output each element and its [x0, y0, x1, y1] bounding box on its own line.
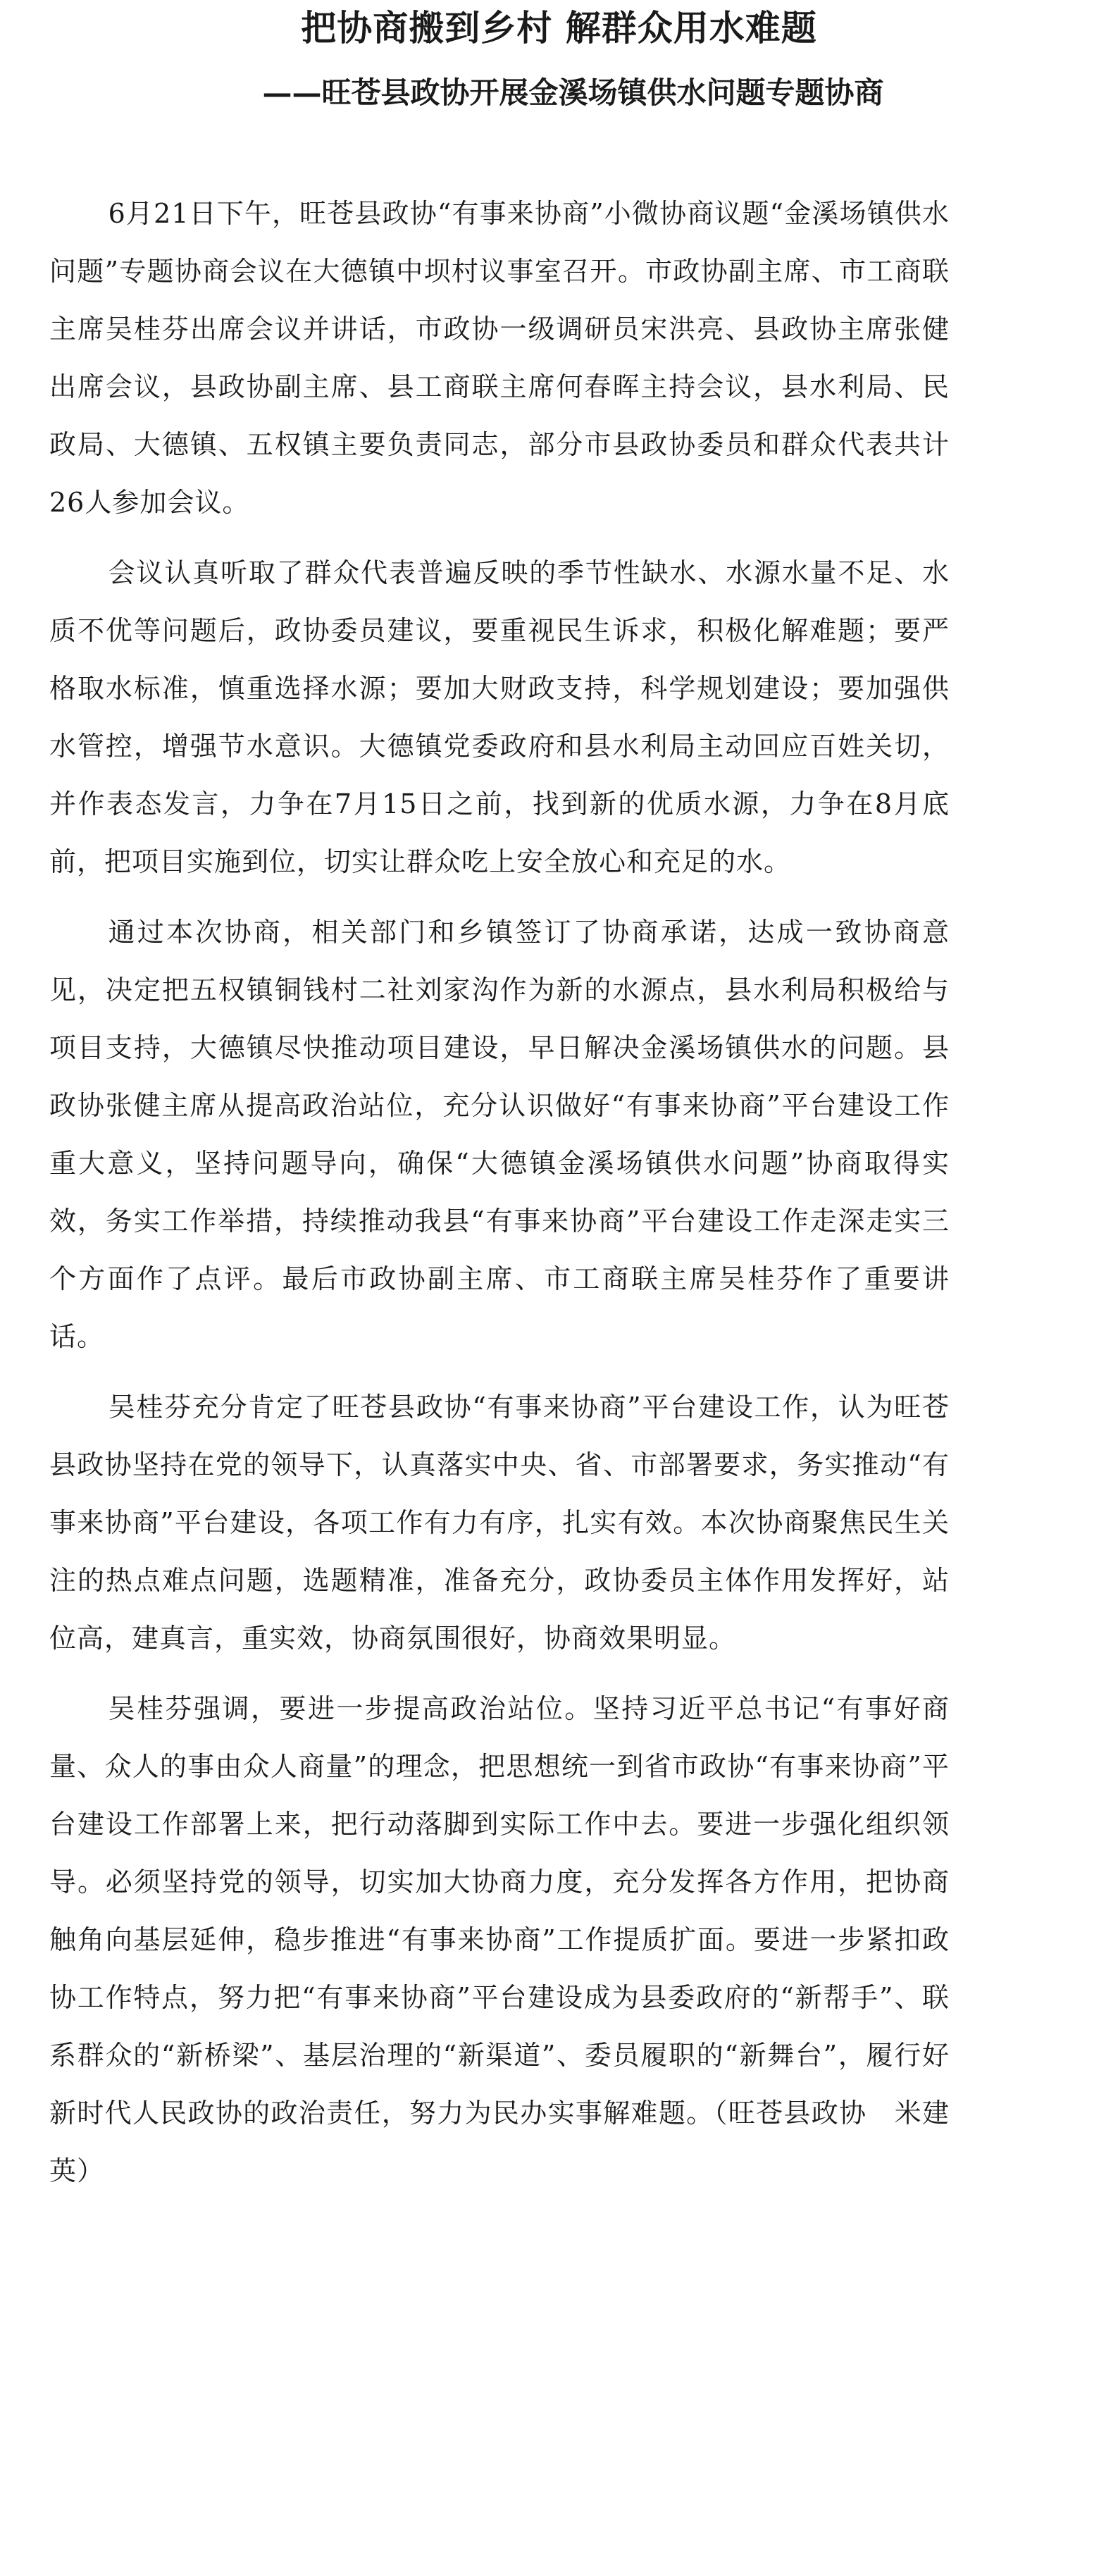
paragraph-5: 吴桂芬强调，要进一步提高政治站位。坚持习近平总书记“有事好商量、众人的事由众人商量”的理念，把思想统一到省市政协“有事来协商”平台建设工作部署上来，把行动落脚到实际工作中去。要进一步强化组织领导。必须坚持党的领导，切实加大协商力度，充分发挥各方作用，把协商触角向基层延伸，稳步推进“有事来协商”工作提质扩面。要进一步紧扣政协工作特点，努力把“有事来协商”平台建设成为县委政府的“新帮手”、联系群众的“新桥梁”、基层治理的“新渠道”、委员履职的“新舞台”，履行好新时代人民政协的政治责任，努力为民办实事解难题。（旺苍县政协 米建英）	[49, 1693, 950, 2186]
paragraph-4: 吴桂芬充分肯定了旺苍县政协“有事来协商”平台建设工作，认为旺苍县政协坚持在党的领导下，认真落实中央、省、市部署要求，务实推动“有事来协商”平台建设，各项工作有力有序，扎实有效。本次协商聚焦民生关注的热点难点问题，选题精准，准备充分，政协委员主体作用发挥好，站位高，建真言，重实效，协商氛围很好，协商效果明显。	[49, 1392, 950, 1654]
paragraph-2: 会议认真听取了群众代表普遍反映的季节性缺水、水源水量不足、水质不优等问题后，政协委员建议，要重视民生诉求，积极化解难题；要严格取水标准，慎重选择水源；要加大财政支持，科学规划建设；要加强供水管控，增强节水意识。大德镇党委政府和县水利局主动回应百姓关切，并作表态发言，力争在7月15日之前，找到新的优质水源，力争在8月底前，把项目实施到位，切实让群众吃上安全放心和充足的水。	[49, 557, 950, 877]
article-body	[49, 185, 950, 2212]
article-title: 把协商搬到乡村 解群众用水难题	[301, 7, 817, 49]
article-subtitle: ——旺苍县政协开展金溪场镇供水问题专题协商	[262, 75, 884, 110]
paragraph-3: 通过本次协商，相关部门和乡镇签订了协商承诺，达成一致协商意见，决定把五权镇铜钱村二社刘家沟作为新的水源点，县水利局积极给与项目支持，大德镇尽快推动项目建设，早日解决金溪场镇供水的问题。县政协张健主席从提高政治站位，充分认识做好“有事来协商”平台建设工作重大意义，坚持问题导向，确保“大德镇金溪场镇供水问题”协商取得实效，务实工作举措，持续推动我县“有事来协商”平台建设工作走深走实三个方面作了点评。最后市政协副主席、市工商联主席吴桂芬作了重要讲话。	[49, 917, 950, 1352]
paragraph-1: 6月21日下午，旺苍县政协“有事来协商”小微协商议题“金溪场镇供水问题”专题协商会议在大德镇中坝村议事室召开。市政协副主席、市工商联主席吴桂芬出席会议并讲话，市政协一级调研员宋洪亮、县政协主席张健出席会议，县政协副主席、县工商联主席何春晖主持会议，县水利局、民政局、大德镇、五权镇主要负责同志，部分市县政协委员和群众代表共计26人参加会议。	[49, 198, 950, 518]
